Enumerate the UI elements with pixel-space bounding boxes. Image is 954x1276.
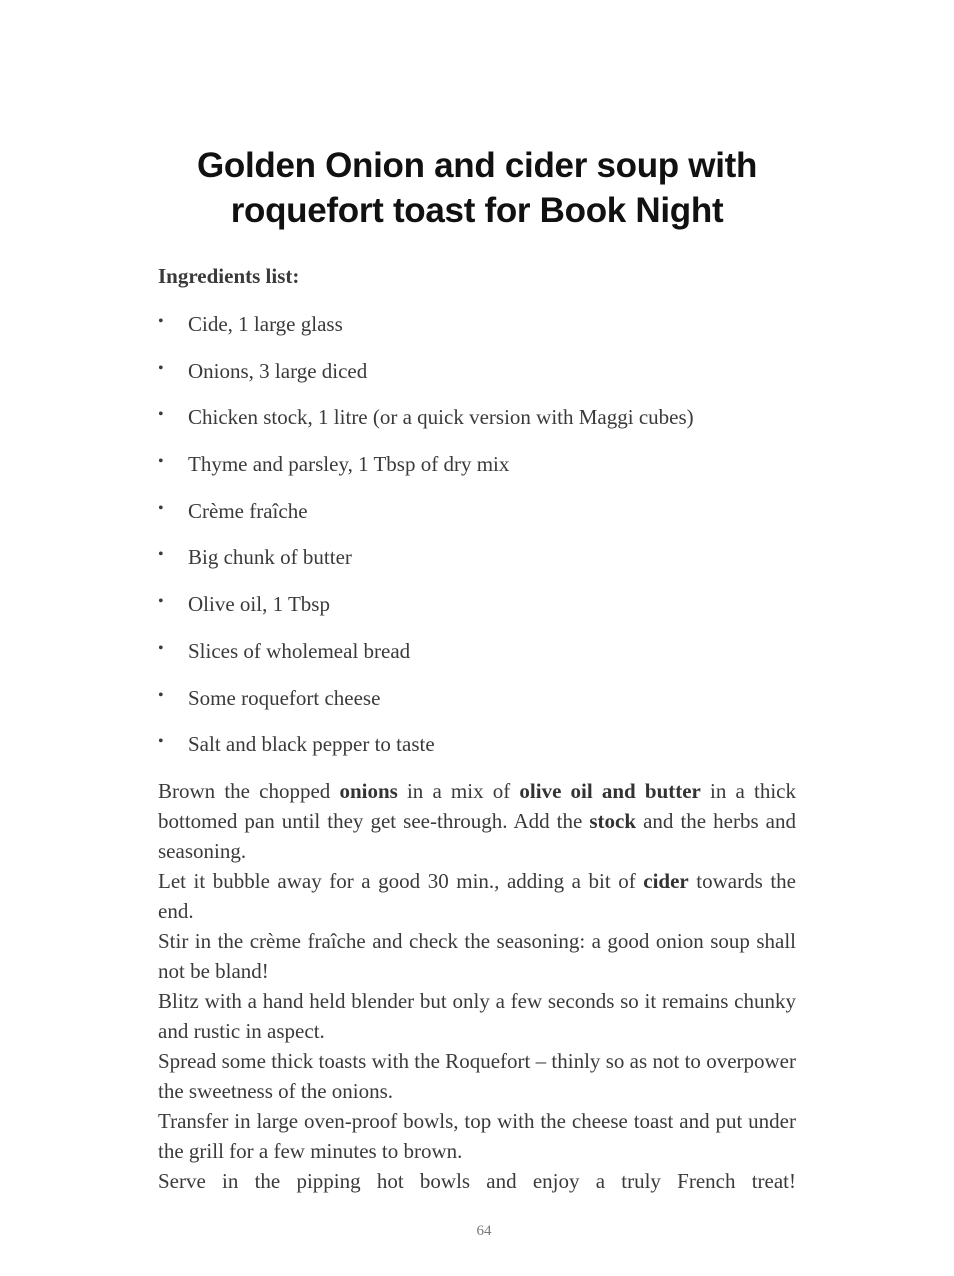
method-paragraph: Blitz with a hand held blender but only a few seconds so it remains chunky and rustic in aspect. (158, 989, 796, 1043)
ingredient-item (158, 590, 694, 637)
ingredient-text: Crème fraîche (188, 498, 308, 523)
title-line-2: roquefort toast for Book Night (230, 191, 724, 231)
method-paragraph: Stir in the crème fraîche and check the seasoning: a good onion soup shall not be bland! (158, 929, 796, 983)
ingredient-item (158, 357, 694, 404)
method-paragraph: Transfer in large oven-proof bowls, top with the cheese toast and put under the grill for a few minutes to brown. (158, 1109, 796, 1163)
ingredients-list (158, 310, 694, 777)
ingredient-item (158, 310, 694, 357)
bullet-icon: • (158, 639, 164, 657)
method-text (158, 776, 796, 1196)
highlight-onions: onions (339, 779, 398, 803)
ingredient-text: Slices of wholemeal bread (188, 638, 411, 663)
page-number: 64 (476, 1223, 492, 1239)
ingredient-item (158, 497, 694, 544)
highlight-stock: stock (589, 809, 637, 833)
ingredient-text: Olive oil, 1 Tbsp (188, 592, 330, 617)
ingredient-text: Big chunk of butter (188, 545, 352, 570)
page-title (100, 143, 854, 233)
bullet-icon: • (158, 686, 164, 704)
ingredient-item (158, 450, 694, 497)
bullet-icon: • (158, 313, 164, 330)
ingredient-text: Cide, 1 large glass (188, 312, 343, 336)
highlight-oil-butter: olive oil and butter (519, 779, 701, 803)
ingredient-text: Some roquefort cheese (188, 685, 381, 710)
method-paragraph: Brown the chopped onions in a mix of olive oil and butter in a thick bottomed pan until they get see-through. Add the stock and the herbs and seasoning. (158, 779, 796, 863)
method-paragraph: Spread some thick toasts with the Roquefort – thinly so as not to overpower the sweetness of the onions. (158, 1049, 796, 1103)
method-paragraph: Let it bubble away for a good 30 min., adding a bit of cider towards the end. (158, 869, 796, 923)
bullet-icon: • (158, 733, 164, 751)
bullet-icon: • (158, 406, 164, 424)
bullet-icon: • (158, 499, 164, 517)
ingredient-item (158, 730, 694, 777)
bullet-icon: • (158, 453, 164, 471)
ingredient-text: Onions, 3 large diced (188, 358, 368, 383)
ingredient-text: Chicken stock, 1 litre (or a quick version with Maggi cubes) (188, 405, 694, 430)
bullet-icon: • (158, 593, 164, 611)
ingredient-item (158, 637, 694, 684)
bullet-icon: • (158, 359, 164, 377)
title-line-1: Golden Onion and cider soup with (196, 146, 758, 186)
ingredient-text: Thyme and parsley, 1 Tbsp of dry mix (188, 452, 510, 477)
ingredient-text: Salt and black pepper to taste (188, 732, 435, 757)
highlight-cider: cider (643, 869, 689, 893)
method-paragraph: Serve in the pipping hot bowls and enjoy a truly French treat! (158, 1169, 796, 1193)
bullet-icon: • (158, 546, 164, 564)
ingredients-heading: Ingredients list: (158, 264, 300, 288)
ingredient-item (158, 684, 694, 731)
ingredient-item (158, 543, 694, 590)
ingredient-item (158, 403, 694, 450)
